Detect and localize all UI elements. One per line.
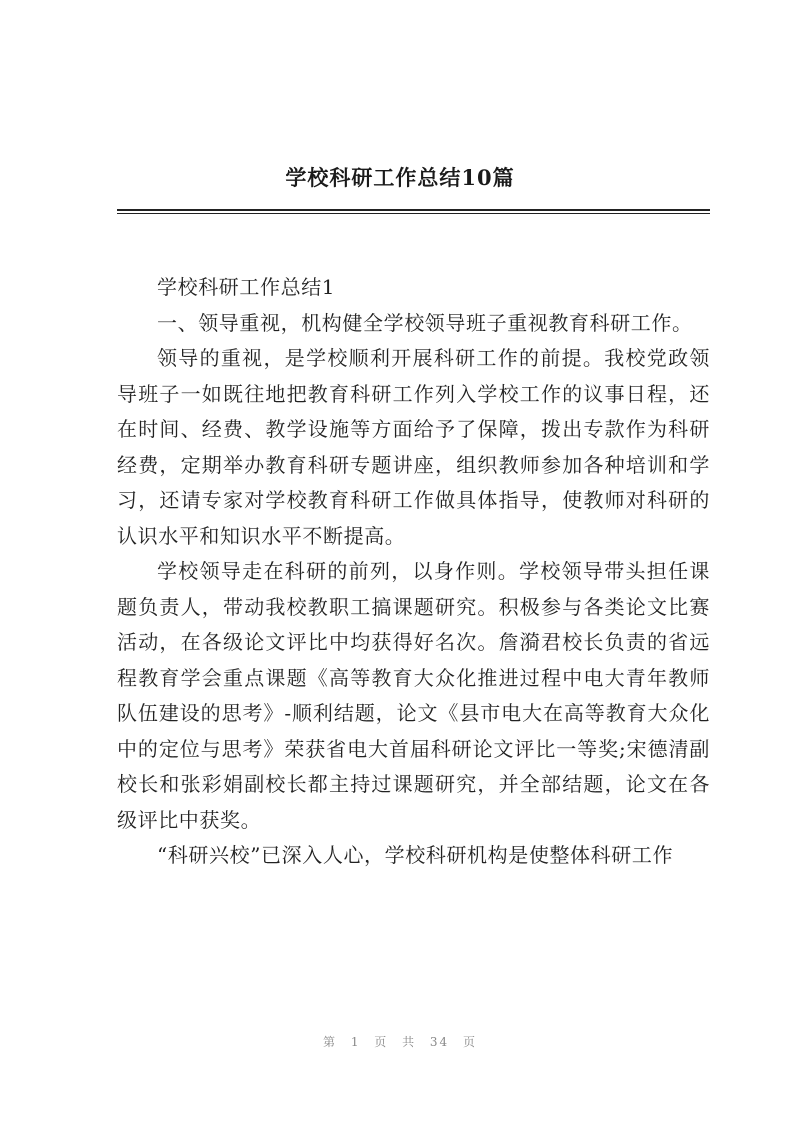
document-title: 学校科研工作总结10篇: [285, 165, 515, 190]
page-number-footer: 第 1 页 共 34 页: [323, 1035, 477, 1049]
body-paragraph: 领导的重视，是学校顺利开展科研工作的前提。我校党政领导班子一如既往地把教育科研工作列入学校工作的议事日程，还在时间、经费、教学设施等方面给予了保障，拨出专款作为科研经费，定期举办教育科研专题讲座，组织教师参加各种培训和学习，还请专家对学校教育科研工作做具体指导，使教师对科研的认识水平和知识水平不断提高。: [117, 346, 710, 548]
subsection-heading: 一、领导重视，机构健全学校领导班子重视教育科研工作。: [157, 310, 693, 335]
section-heading: 学校科研工作总结1: [157, 275, 336, 299]
body-paragraph: 学校领导走在科研的前列，以身作则。学校领导带头担任课题负责人，带动我校教职工搞课题研究。积极参与各类论文比赛活动，在各级论文评比中均获得好名次。詹漪君校长负责的省远程教育学会重点课题《高等教育大众化推进过程中电大青年教师队伍建设的思考》-顺利结题，论文《县市电大在高等教育大众化中的定位与思考》荣获省电大首届科研论文评比一等奖;宋德清副校长和张彩娟副校长都主持过课题研究，并全部结题，论文在各级评比中获奖。: [117, 559, 710, 832]
document-body: [117, 270, 710, 874]
body-paragraph: “科研兴校”已深入人心，学校科研机构是使整体科研工作: [157, 843, 674, 867]
title-divider: [117, 209, 710, 214]
